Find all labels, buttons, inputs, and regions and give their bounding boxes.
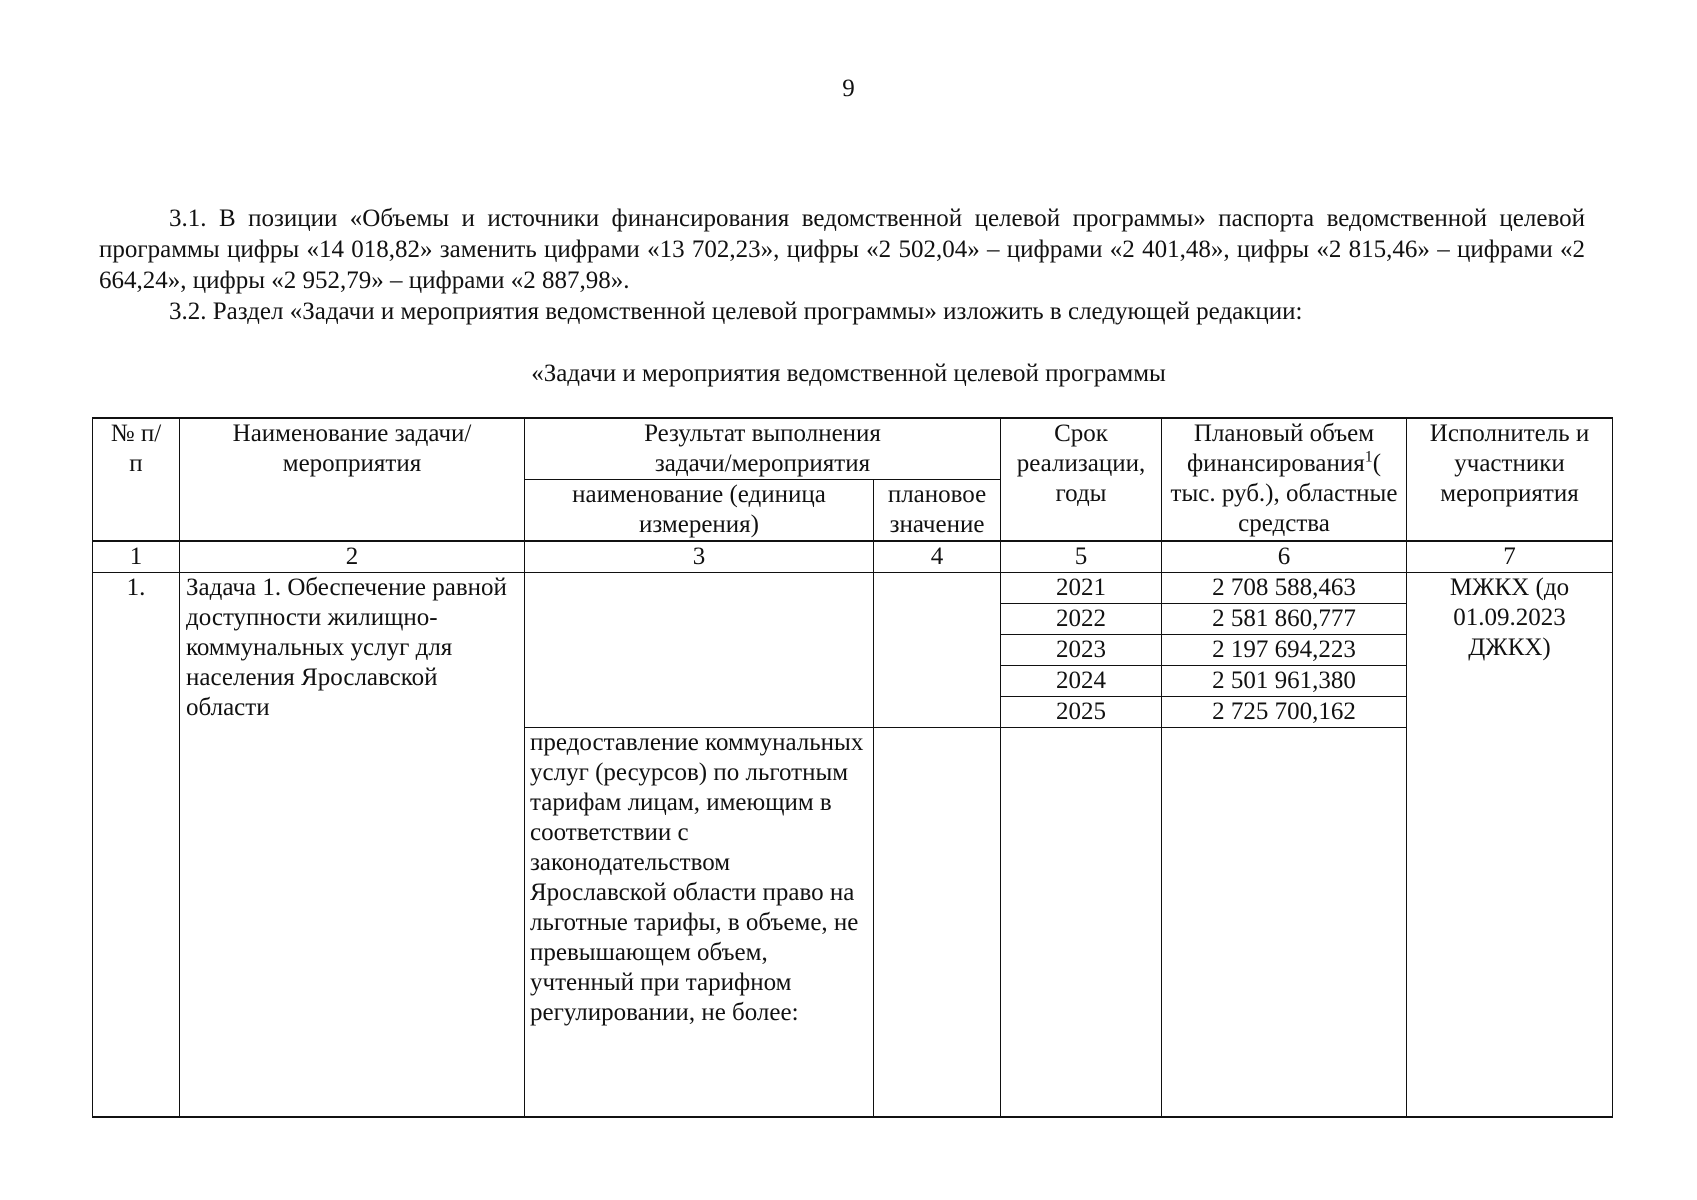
result-plan-empty bbox=[874, 573, 1001, 728]
header-funding-post: ( тыс. руб.), областные средства bbox=[1170, 450, 1398, 537]
header-funding bbox=[1162, 418, 1407, 541]
header-name: Наименование задачи/мероприятия bbox=[180, 418, 525, 541]
header-row-1 bbox=[93, 418, 1613, 480]
year-cell: 2023 bbox=[1001, 635, 1162, 666]
header-num: № п/п bbox=[93, 418, 180, 541]
column-number-2: 2 bbox=[180, 541, 525, 573]
year-cell: 2025 bbox=[1001, 697, 1162, 728]
year-cell: 2024 bbox=[1001, 666, 1162, 697]
task-name: Задача 1. Обеспечение равной доступности жилищно-коммунальных услуг для населения Ярославской области bbox=[180, 573, 525, 1118]
column-number-3: 3 bbox=[525, 541, 874, 573]
tasks-table bbox=[92, 417, 1613, 1118]
table-row-year-2021 bbox=[93, 573, 1613, 604]
row-number: 1. bbox=[93, 573, 180, 1118]
amount-cell: 2 725 700,162 bbox=[1162, 697, 1407, 728]
column-numbers-row bbox=[93, 541, 1613, 573]
header-funding-footnote: 1 bbox=[1364, 448, 1373, 466]
year-cell: 2022 bbox=[1001, 604, 1162, 635]
amount-cell: 2 197 694,223 bbox=[1162, 635, 1407, 666]
table-title: «Задачи и мероприятия ведомственной целевой программы bbox=[531, 360, 1166, 387]
header-result-name: наименование (единица измерения) bbox=[525, 480, 874, 542]
column-number-1: 1 bbox=[93, 541, 180, 573]
amount-cell: 2 708 588,463 bbox=[1162, 573, 1407, 604]
column-number-7: 7 bbox=[1407, 541, 1613, 573]
header-result-plan: плановое значение bbox=[874, 480, 1001, 542]
header-period: Срок реализации, годы bbox=[1001, 418, 1162, 541]
body-text bbox=[99, 203, 1585, 327]
column-number-4: 4 bbox=[874, 541, 1001, 573]
column-number-6: 6 bbox=[1162, 541, 1407, 573]
year-cell: 2021 bbox=[1001, 573, 1162, 604]
executor-cell: МЖКХ (до 01.09.2023 ДЖКХ) bbox=[1407, 573, 1613, 1118]
paragraph-3-1: 3.1. В позиции «Объемы и источники финансирования ведомственной целевой программы» паспорта ведомственной целевой программы цифры «14 018,82» заменить цифрами «13 702,23», цифры «2 502,04» – цифрами «2 401,48», цифры «2 815,46» – цифрами «2 664,24», цифры «2 952,79» – цифрами «2 887,98». bbox=[99, 205, 1585, 294]
column-number-5: 5 bbox=[1001, 541, 1162, 573]
header-funding-pre: Плановый объем финансирования bbox=[1186, 420, 1375, 477]
header-result: Результат выполнения задачи/мероприятия bbox=[525, 418, 1001, 480]
amount-cell: 2 501 961,380 bbox=[1162, 666, 1407, 697]
result-plan-value-empty bbox=[874, 728, 1001, 1118]
result-name-empty bbox=[525, 573, 874, 728]
amount-empty bbox=[1162, 728, 1407, 1118]
result-text: предоставление коммунальных услуг (ресурсов) по льготным тарифам лицам, имеющим в соответствии с законодательством Ярославской области право на льготные тарифы, в объеме, не превышающем объем, учтенный при тарифном регулировании, не более: bbox=[525, 728, 874, 1118]
header-executor: Исполнитель и участники мероприятия bbox=[1407, 418, 1613, 541]
amount-cell: 2 581 860,777 bbox=[1162, 604, 1407, 635]
year-empty bbox=[1001, 728, 1162, 1118]
page-number: 9 bbox=[842, 75, 855, 102]
paragraph-3-2: 3.2. Раздел «Задачи и мероприятия ведомственной целевой программы» изложить в следующей редакции: bbox=[169, 298, 1303, 325]
